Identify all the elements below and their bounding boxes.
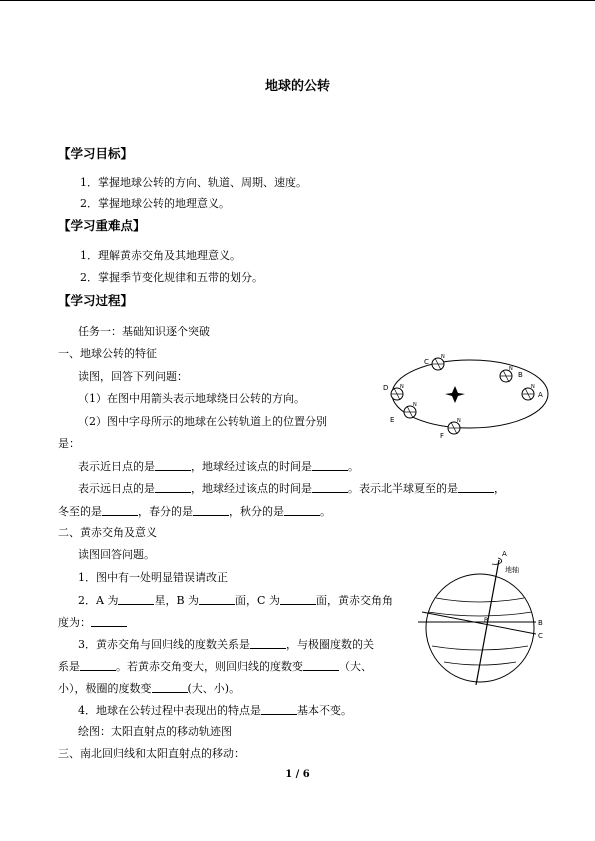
plane-b-blank[interactable] [199, 593, 235, 605]
pole-label-c: N [441, 354, 445, 360]
p2q3-text-c: 系是 [58, 660, 80, 673]
perihelion-text-c: 。 [348, 460, 359, 473]
page-number: 1 / 6 [285, 769, 310, 780]
p2q3-text-d: 。若黄赤交角变大，则回归线的度数变 [116, 660, 303, 673]
obliquity-diagram [418, 550, 553, 690]
draw-prompt: 绘图：太阳直射点的移动轨迹图 [78, 725, 232, 738]
latitude-line-2 [428, 612, 532, 616]
perihelion-line [78, 459, 359, 474]
question-2-line2: 是： [58, 437, 80, 450]
orbit-label-b: B [518, 371, 523, 379]
winter-text-b: ，春分的是 [138, 505, 193, 518]
part1-heading: 一、地球公转的特征 [58, 347, 157, 360]
perihelion-text-b: ，地球经过该点的时间是 [191, 460, 312, 473]
pole-label-f: N [457, 418, 461, 424]
header-rule [0, 0, 595, 1]
obliquity-label-b: B [538, 619, 543, 627]
p2q3-text-b: ，与极圈度数的关 [286, 638, 374, 651]
polar-change-blank[interactable] [152, 681, 188, 693]
orbit-label-f: F [440, 432, 445, 440]
perihelion-time-blank[interactable] [312, 459, 348, 471]
plane-c-blank[interactable] [280, 593, 316, 605]
aphelion-text-a: 表示远日点的是 [78, 482, 155, 495]
winter-text-a: 冬至的是 [58, 505, 102, 518]
aphelion-text-c: 。表示北半球夏至的是 [348, 482, 458, 495]
tropic-change-blank[interactable] [303, 659, 339, 671]
p2q2-text-d: 面，黄赤交角角 [315, 594, 393, 607]
aphelion-blank[interactable] [155, 481, 191, 493]
pole-label-a: N [531, 384, 535, 390]
question-2-line1: （2）图中字母所示的地球在公转轨道上的位置分别 [78, 415, 327, 428]
orbit-label-a: A [538, 391, 543, 399]
winter-solstice-blank[interactable] [102, 504, 138, 516]
section-process-heading: 【学习过程】 [58, 293, 134, 308]
part2-question-3 [78, 637, 374, 652]
p2q4-text-b: 基本不变。 [297, 704, 352, 717]
aphelion-time-blank[interactable] [312, 481, 348, 493]
winter-text-c: ，秋分的是 [229, 505, 284, 518]
center-label-b: B [484, 617, 489, 624]
read2-prompt: 读图回答问题。 [78, 548, 155, 561]
aphelion-line [78, 481, 505, 496]
part2-question-3-cont [58, 659, 372, 674]
latitude-line-upper [436, 598, 524, 602]
p2q2-text-a: 2．A 为 [78, 594, 119, 607]
orbit-label-d: D [383, 384, 389, 392]
goal-item-2: 2．掌握地球公转的地理意义。 [80, 197, 230, 210]
part2-question-2 [78, 593, 393, 608]
orbit-label-e: E [390, 416, 395, 424]
keypoint-item-2: 2．掌握季节变化规律和五带的划分。 [80, 271, 263, 284]
question-1: （1）在图中用箭头表示地球绕日公转的方向。 [78, 392, 305, 405]
page-title: 地球的公转 [264, 79, 330, 94]
p2q2-text-c: 面，C 为 [235, 594, 280, 607]
part2-question-1: 1．图中有一处明显错误请改正 [78, 571, 228, 584]
p2q2-text-e: 度为： [58, 616, 91, 629]
axis-label: 地轴 [505, 566, 519, 574]
latitude-line-lower [432, 646, 528, 650]
pole-label-e: N [413, 402, 417, 408]
task1-label: 任务一：基础知识逐个突破 [78, 325, 210, 338]
pole-label-b: N [509, 366, 513, 372]
obliquity-label-a: A [502, 550, 507, 558]
winter-text-d: 。 [320, 505, 331, 518]
p2q3-text-g: (大、小)。 [187, 682, 241, 695]
solstice-equinox-line [58, 504, 331, 519]
section-goals-heading: 【学习目标】 [58, 146, 134, 161]
goal-item-1: 1．掌握地球公转的方向、轨道、周期、速度。 [80, 176, 307, 189]
p2q2-text-b: 星，B 为 [154, 594, 200, 607]
aphelion-text-d: ， [494, 482, 505, 495]
orbit-diagram [380, 350, 558, 442]
pole-label-d: N [400, 384, 404, 390]
obliquity-label-c: C [538, 632, 543, 640]
rotation-arrow-icon [492, 558, 502, 564]
spring-equinox-blank[interactable] [193, 504, 229, 516]
polar-relation-blank[interactable] [80, 659, 116, 671]
part2-question-2-cont [58, 615, 127, 630]
p2q3-text-e: （大、 [339, 660, 372, 673]
p2q4-text-a: 4．地球在公转过程中表现出的特点是 [78, 704, 261, 717]
read-prompt: 读图，回答下列问题： [78, 370, 188, 383]
perihelion-text-a: 表示近日点的是 [78, 460, 155, 473]
sun-icon [445, 386, 465, 403]
section-keypoints-heading: 【学习重难点】 [58, 218, 146, 233]
p2q3-text-a: 3．黄赤交角与回归线的度数关系是 [78, 638, 250, 651]
autumn-equinox-blank[interactable] [284, 504, 320, 516]
perihelion-blank[interactable] [155, 459, 191, 471]
part2-question-4 [78, 703, 352, 718]
p2q3-text-f: 小），极圈的度数变 [58, 682, 152, 695]
part3-heading: 三、南北回归线和太阳直射点的移动： [58, 747, 245, 760]
summer-solstice-blank[interactable] [458, 481, 494, 493]
keypoint-item-1: 1．理解黄赤交角及其地理意义。 [80, 249, 241, 262]
plane-c-line [422, 612, 536, 634]
obliquity-angle-blank[interactable] [91, 615, 127, 627]
orbit-label-c: C [424, 358, 429, 366]
part2-question-3-cont2 [58, 681, 240, 696]
aphelion-text-b: ，地球经过该点的时间是 [191, 482, 312, 495]
star-a-blank[interactable] [118, 593, 154, 605]
invariant-blank[interactable] [261, 703, 297, 715]
tropic-relation-blank[interactable] [250, 637, 286, 649]
part2-heading: 二、黄赤交角及意义 [58, 526, 157, 539]
